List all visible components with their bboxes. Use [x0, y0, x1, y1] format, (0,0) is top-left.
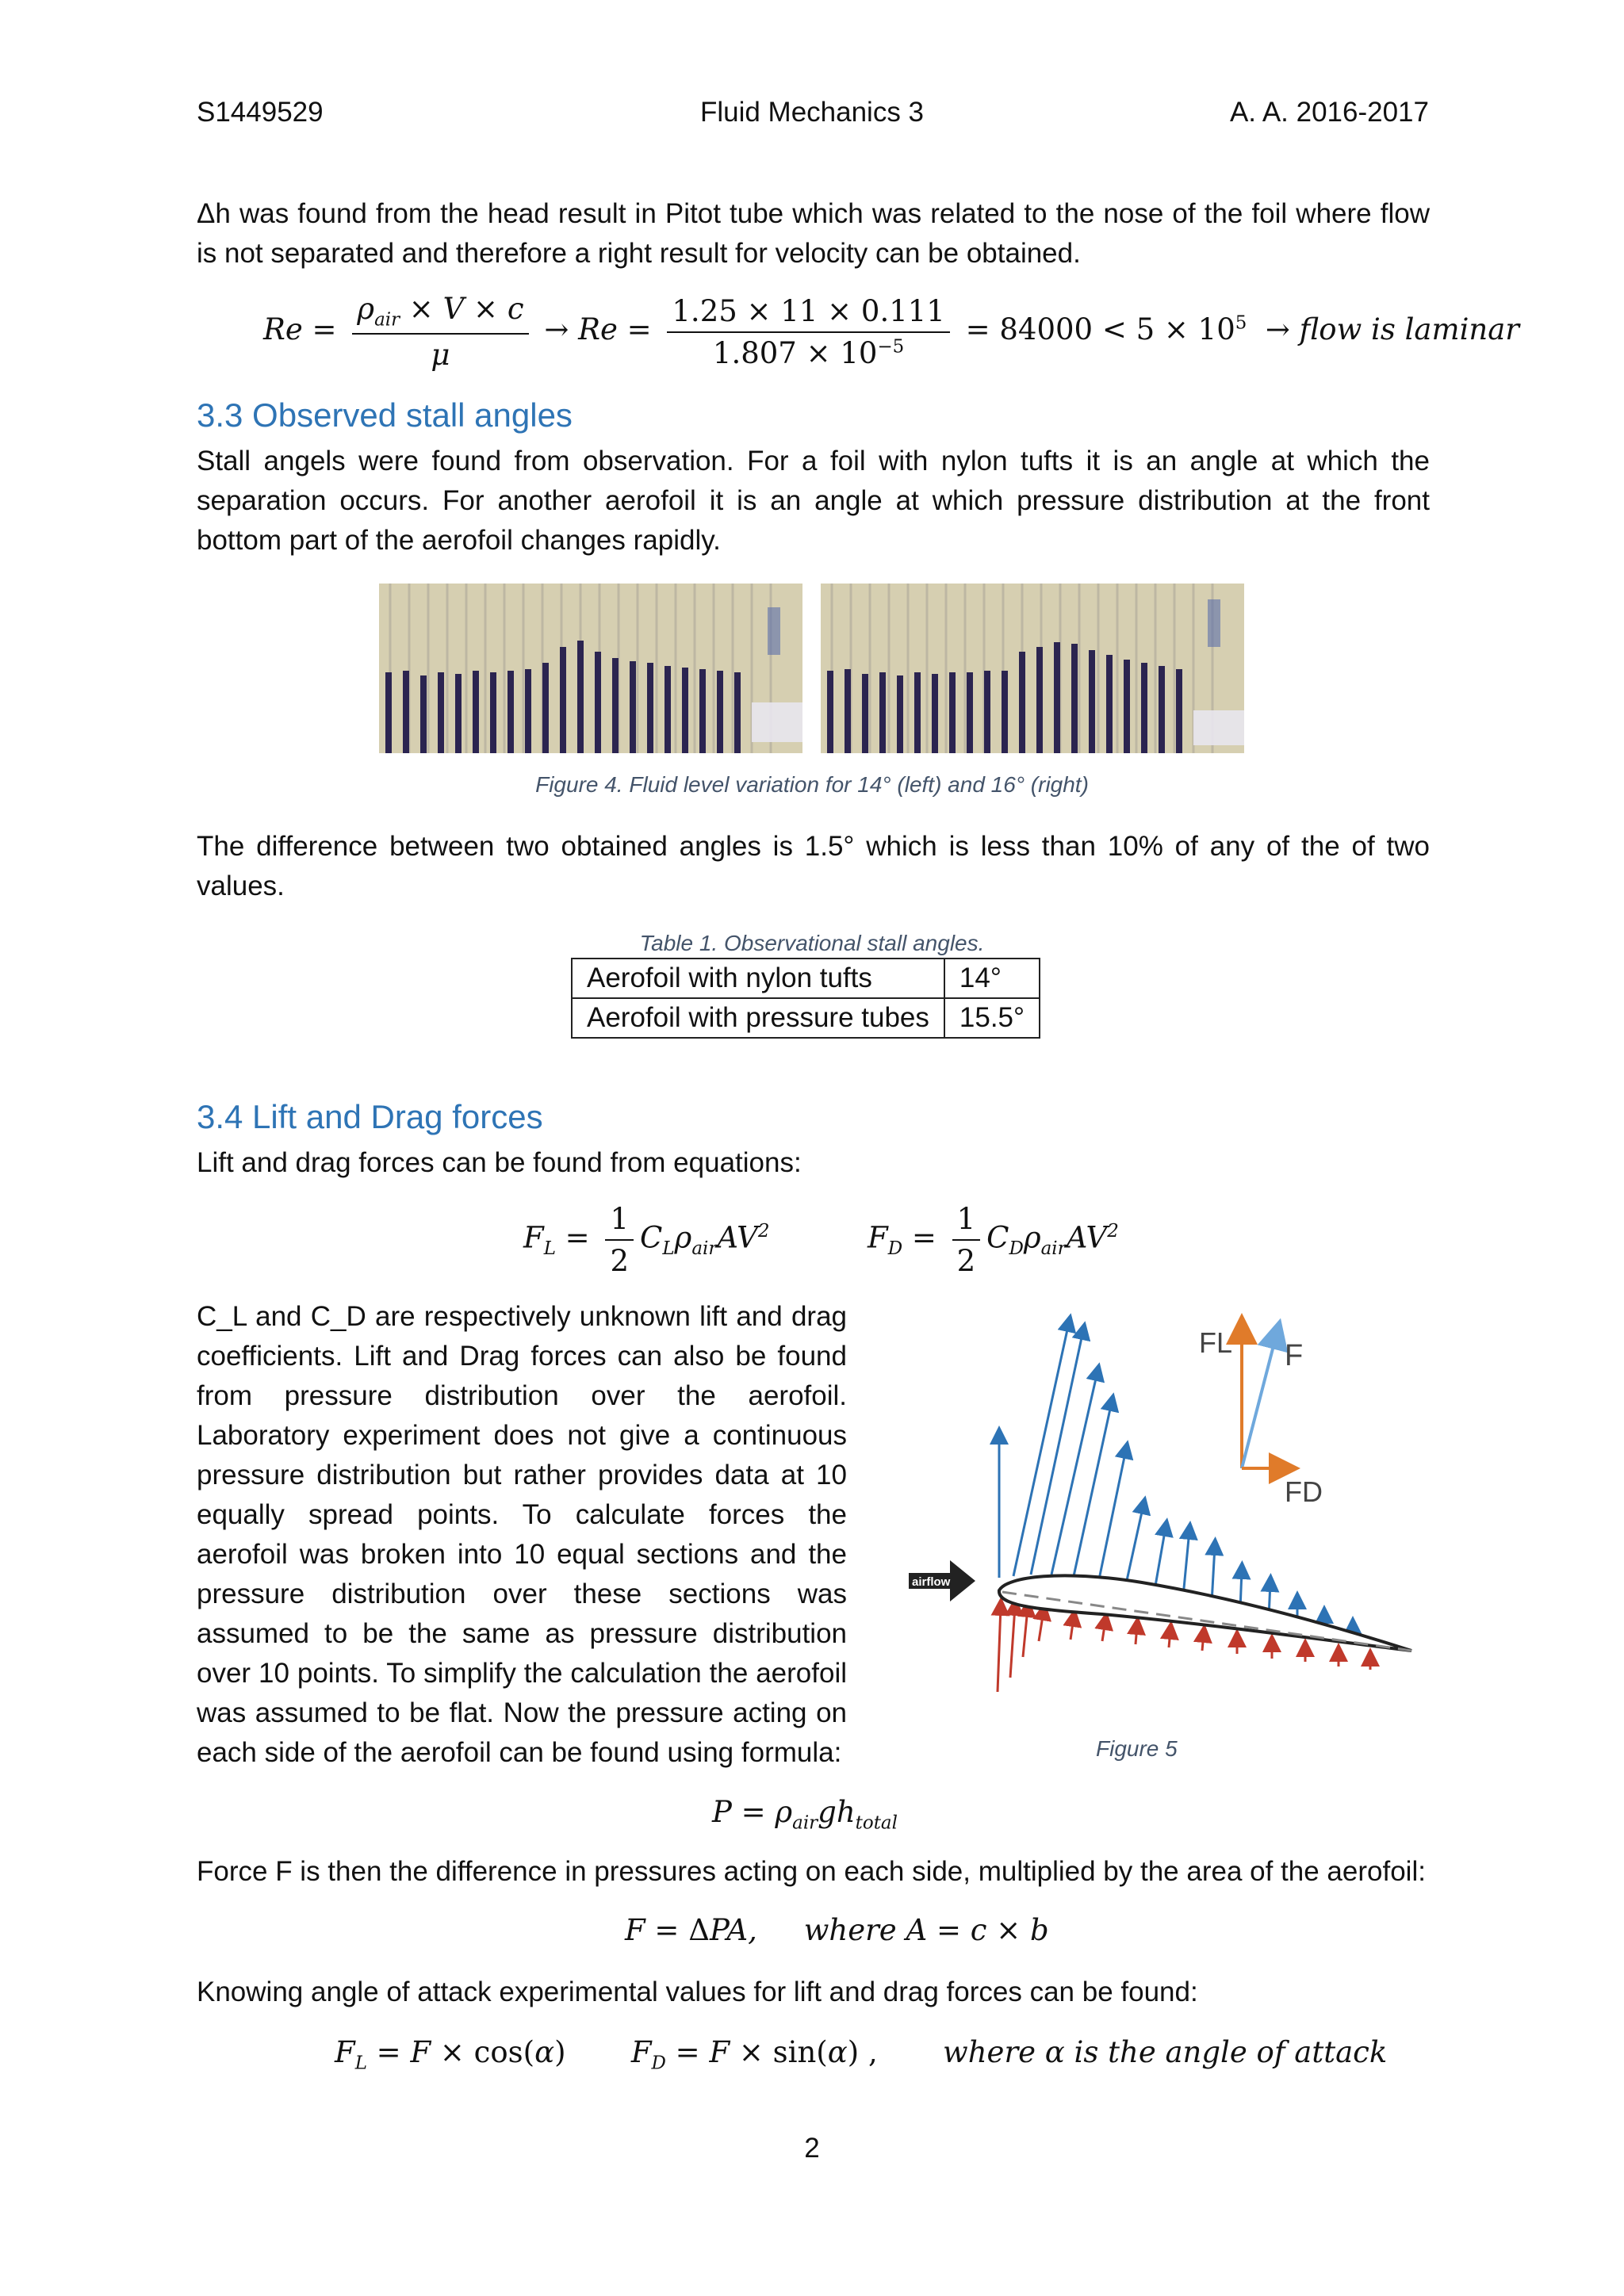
airflow-label: airflow: [912, 1575, 951, 1589]
angle-of-attack-paragraph: Knowing angle of attack experimental values for lift and drag forces can be found:: [197, 1976, 1198, 2007]
pressure-distribution-paragraph: C_L and C_D are respectively unknown lift and drag coefficients. Lift and Drag forces can also be found from pressure distribution over the aerofoil. Laboratory experiment does not give a continuous pressure distribution but rather provides data at 10 equally spread points. To calculate forces the aerofoil was broken into 10 equal sections and the pressure distribution over these sections was assumed to be the same as pressure distribution over 10 points. To simplify the calculation the aerofoil was assumed to be flat. Now the pressure acting on each side of the aerofoil can be found using formula:: [197, 1301, 847, 1768]
fluid-level-photo-16deg: [821, 584, 1244, 753]
intro-paragraph: Δh was found from the head result in Pitot tube which was related to the nose of the foil where flow is not separated and therefore a right result for velocity can be obtained.: [197, 198, 1430, 269]
aerofoil-pressure-diagram: [904, 1308, 1427, 1705]
header-academic-year: A. A. 2016-2017: [1229, 97, 1429, 128]
section-3-4-heading: 3.4 Lift and Drag forces: [197, 1098, 543, 1135]
stall-angles-table: [571, 958, 1040, 1039]
table-cell-label: Aerofoil with nylon tufts: [572, 959, 944, 998]
fl-label: FL: [1199, 1326, 1233, 1359]
table-row: [572, 998, 1040, 1038]
force-components-equation: $F_L = F \times \cos(\alpha)$ $F_D = F \times \sin(\alpha)$ , where α is the angle of attack: [335, 2035, 1388, 2074]
force-equation: F = ΔPA, where A = c × b: [625, 1913, 1049, 1947]
lift-equation: $F_L$ = $\frac{1}{2}$ $C_L\rho_{air}AV^2$: [523, 1202, 770, 1278]
fluid-level-photo-14deg: [379, 584, 802, 753]
table-cell-value: 14°: [944, 959, 1040, 998]
table-cell-value: 15.5°: [944, 998, 1040, 1038]
stall-angles-paragraph: Stall angels were found from observation. For a foil with nylon tufts it is an angle at which the separation occurs. For another aerofoil it is an angle at which pressure distribution at the front bottom part of the aerofoil changes rapidly.: [197, 446, 1430, 556]
table-1-caption: Table 1. Observational stall angles.: [639, 931, 985, 955]
angle-difference-paragraph: The difference between two obtained angles is 1.5° which is less than 10% of any of the of two values.: [197, 831, 1430, 901]
table-row: [572, 959, 1040, 998]
figure-4-caption: Figure 4. Fluid level variation for 14° (left) and 16° (right): [535, 772, 1089, 797]
force-paragraph: Force F is then the difference in pressures acting on each side, multiplied by the area of the aerofoil:: [197, 1856, 1426, 1887]
reynolds-equation: Re = $\frac{\rho_{air} \times V \times c}{\mu}$ → Re = $\frac{1.25 \times 11 \times 0.111}{1.807 \times 10^{-5}}$ = $84000 < 5 \times 10^5$ → flow is laminar: [263, 292, 1519, 373]
table-cell-label: Aerofoil with pressure tubes: [572, 998, 944, 1038]
figure-5-caption: Figure 5: [1096, 1736, 1178, 1761]
header-course: Fluid Mechanics 3: [699, 97, 925, 128]
pressure-equation: $P = \rho_{air}gh_{total}$: [712, 1795, 898, 1834]
page-number: 2: [804, 2133, 820, 2164]
header-student-id: S1449529: [197, 97, 324, 128]
section-3-3-heading: 3.3 Observed stall angles: [197, 396, 573, 434]
fd-label: FD: [1285, 1475, 1323, 1508]
drag-equation: $F_D$ = $\frac{1}{2}$ $C_D\rho_{air}AV^2$: [868, 1202, 1119, 1278]
f-label: F: [1285, 1339, 1304, 1372]
lift-drag-intro: Lift and drag forces can be found from equations:: [197, 1147, 802, 1178]
